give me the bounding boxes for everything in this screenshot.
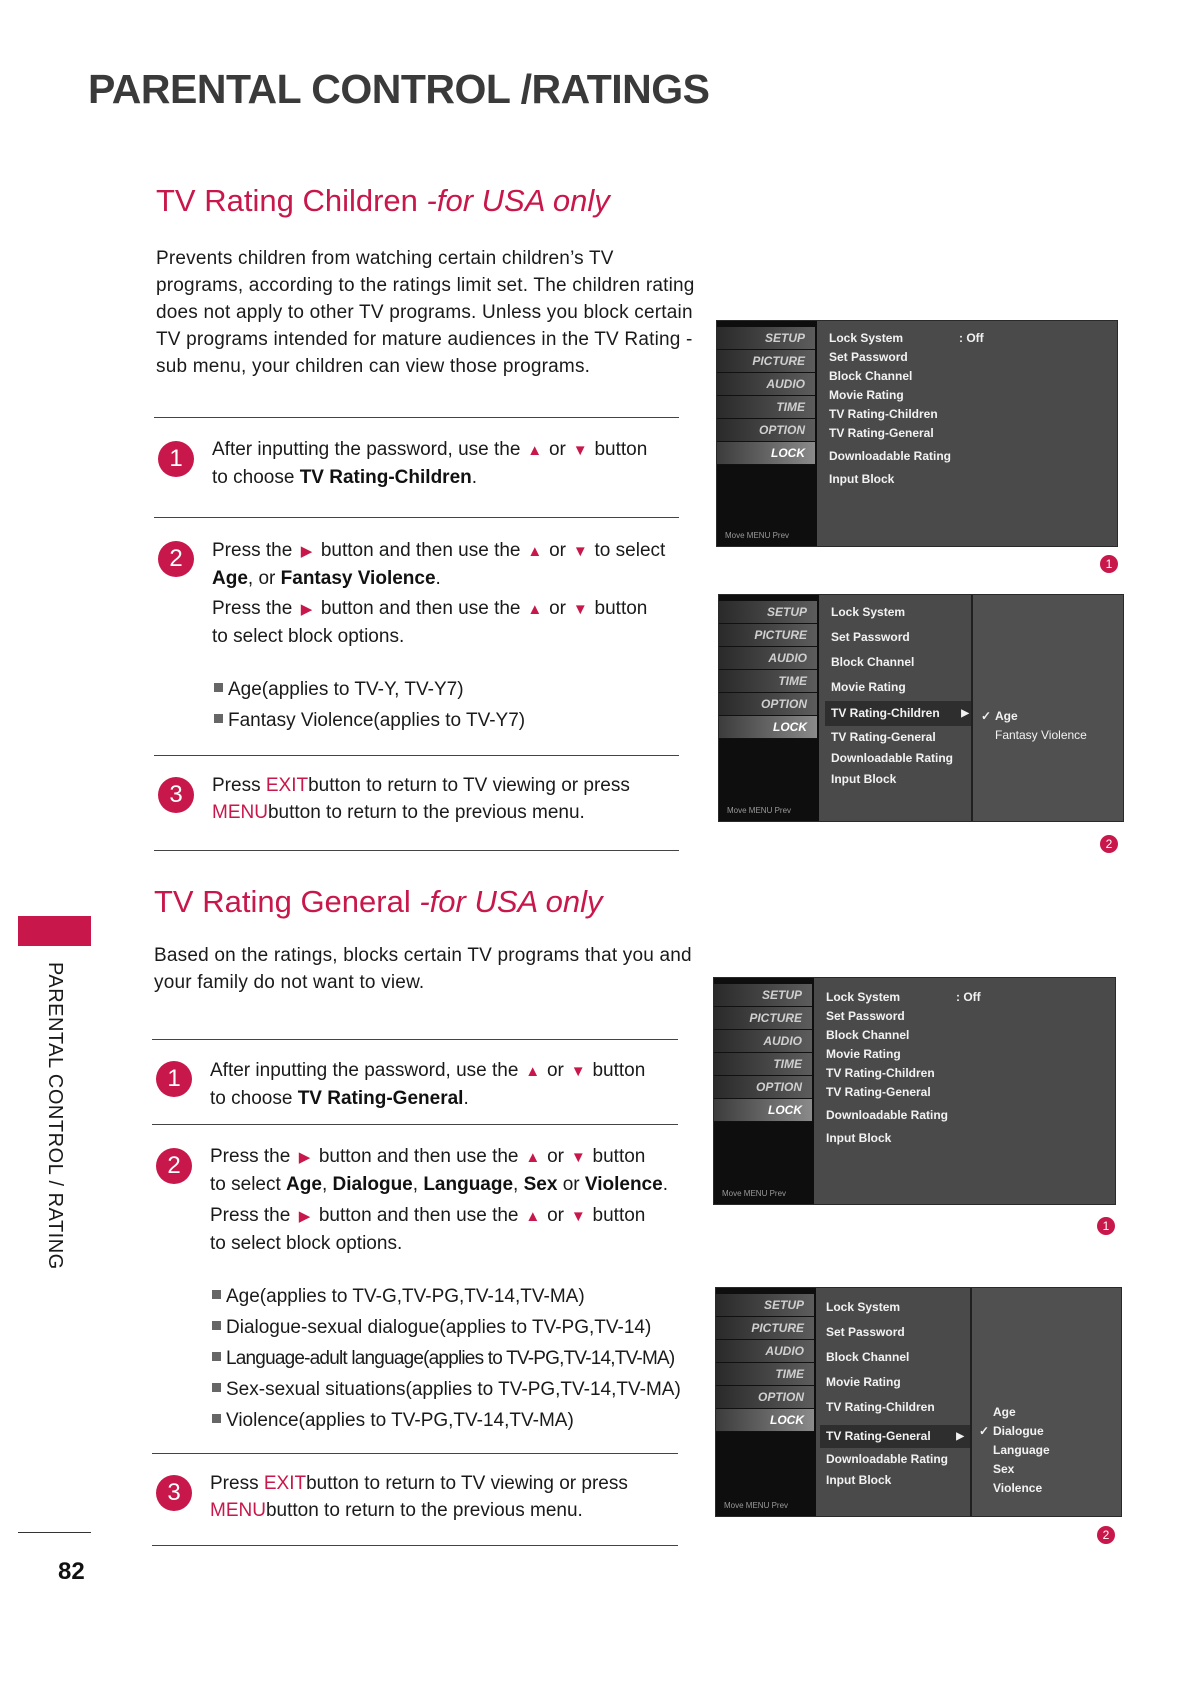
osd-submenu: [970, 1288, 1121, 1516]
osd-tab: TIME: [714, 1053, 812, 1076]
step-number: 1: [156, 1061, 192, 1097]
divider: [152, 1453, 678, 1454]
section-title-text: TV Rating General: [154, 884, 411, 919]
divider: [154, 850, 679, 851]
side-tab: [18, 916, 91, 946]
list-item: Dialogue-sexual dialogue(applies to TV-PG,TV-14): [212, 1312, 681, 1343]
section-intro: Prevents children from watching certain children’s TV programs, according to the ratings limit set. The children rating does not apply to other TV programs. Unless you block certain TV programs intended for mature audiences in the TV Rating - sub menu, your children can view those programs.: [156, 248, 695, 377]
osd-tab: OPTION: [717, 419, 815, 442]
osd-item: Lock System: [831, 605, 906, 619]
section-title-children: [156, 183, 610, 219]
osd-footer: Move MENU Prev: [727, 806, 792, 815]
osd-tab: PICTURE: [719, 624, 817, 647]
divider: [152, 1124, 678, 1125]
bullet-icon: [212, 1383, 221, 1392]
down-arrow-icon: ▼: [570, 1208, 586, 1225]
divider: [154, 755, 679, 756]
osd-tab: LOCK: [716, 1409, 814, 1432]
step-3-text: Press EXITbutton to return to TV viewing or press MENUbutton to return to the previous menu.: [212, 775, 630, 823]
osd-option: Age: [993, 1405, 1016, 1419]
osd-item: Downloadable Rating: [826, 1108, 949, 1122]
up-arrow-icon: ▲: [525, 1063, 541, 1080]
osd-item: Movie Rating: [826, 1047, 901, 1061]
right-arrow-icon: ▶: [961, 708, 969, 719]
osd-item: Block Channel: [829, 369, 913, 383]
osd-tab: AUDIO: [719, 647, 817, 670]
osd-tabs: [717, 321, 817, 546]
list-item: Sex-sexual situations(applies to TV-PG,TV-14,TV-MA): [212, 1374, 681, 1405]
step-number: 3: [158, 777, 194, 813]
divider: [18, 1532, 91, 1533]
osd-tab: PICTURE: [714, 1007, 812, 1030]
bullet-list: [214, 674, 525, 736]
osd-item-selected: TV Rating-General ▶: [820, 1425, 970, 1448]
osd-item: TV Rating-Children: [826, 1066, 935, 1080]
exit-key: EXIT: [265, 775, 309, 796]
osd-tab: SETUP: [714, 984, 812, 1007]
osd-item: Set Password: [831, 630, 910, 644]
osd-tab: SETUP: [719, 601, 817, 624]
osd-item: Downloadable Rating: [826, 1452, 949, 1466]
right-arrow-icon: ▶: [298, 1149, 311, 1166]
down-arrow-icon: ▼: [570, 1063, 586, 1080]
osd-tab: SETUP: [716, 1294, 814, 1317]
step-1-text: After inputting the password, use the ▲ or ▼ button to choose TV Rating-General.: [210, 1060, 646, 1109]
list-item: Age(applies to TV-G,TV-PG,TV-14,TV-MA): [212, 1281, 681, 1312]
section-intro: Based on the ratings, blocks certain TV programs that you and your family do not want to view.: [154, 945, 692, 993]
step-1-text: After inputting the password, use the ▲ or ▼ button to choose TV Rating-Children.: [212, 439, 648, 488]
list-item: Age(applies to TV-Y, TV-Y7): [214, 674, 525, 705]
osd-tab: AUDIO: [714, 1030, 812, 1053]
bullet-icon: [212, 1290, 221, 1299]
list-item: Language-adult language(applies to TV-PG,TV-14,TV-MA): [212, 1343, 681, 1374]
osd-footer: Move MENU Prev: [722, 1189, 787, 1198]
osd-option: Violence: [993, 1481, 1043, 1495]
step-number: 3: [156, 1475, 192, 1511]
page-title: PARENTAL CONTROL /RATINGS: [88, 66, 710, 112]
bullet-icon: [212, 1414, 221, 1423]
osd-item: TV Rating-General: [831, 730, 936, 744]
page-number: 82: [58, 1558, 85, 1585]
list-item: Fantasy Violence(applies to TV-Y7): [214, 705, 525, 736]
osd-item: Input Block: [826, 1131, 892, 1145]
osd-item: TV Rating-General: [826, 1085, 931, 1099]
up-arrow-icon: ▲: [527, 442, 543, 459]
divider: [152, 1545, 678, 1546]
down-arrow-icon: ▼: [572, 442, 588, 459]
osd-menu: [825, 605, 975, 795]
osd-screenshot: [713, 977, 1116, 1205]
check-icon: ✓: [981, 709, 992, 723]
step-2-text-b: Press the ▶ button and then use the ▲ or ▼ button to select block options.: [210, 1205, 646, 1254]
right-arrow-icon: ▶: [300, 601, 313, 618]
osd-tab: OPTION: [714, 1076, 812, 1099]
osd-tab: SETUP: [717, 327, 815, 350]
osd-footer: Move MENU Prev: [724, 1501, 789, 1510]
osd-item: Movie Rating: [831, 680, 906, 694]
osd-option: ✓ Age: [981, 709, 1018, 723]
check-icon: ✓: [979, 1424, 990, 1438]
osd-submenu: [971, 595, 1123, 821]
osd-menu: [820, 1300, 970, 1494]
osd-item: Input Block: [826, 1473, 892, 1487]
osd-item: Set Password: [829, 350, 908, 364]
osd-item: TV Rating-Children: [826, 1400, 935, 1414]
osd-screenshot: [718, 594, 1124, 822]
osd-option: Sex: [993, 1462, 1015, 1476]
osd-tab: PICTURE: [716, 1317, 814, 1340]
step-badge: 1: [1100, 555, 1118, 573]
osd-item: Block Channel: [831, 655, 915, 669]
osd-tab: TIME: [717, 396, 815, 419]
osd-item: Lock System : Off: [826, 990, 981, 1004]
section-title-text: TV Rating Children: [156, 183, 418, 218]
up-arrow-icon: ▲: [527, 601, 543, 618]
osd-item: Block Channel: [826, 1350, 910, 1364]
osd-tab: OPTION: [716, 1386, 814, 1409]
osd-tab: LOCK: [714, 1099, 812, 1122]
osd-screenshot: [715, 1287, 1122, 1517]
bullet-icon: [214, 683, 223, 692]
osd-tab: OPTION: [719, 693, 817, 716]
osd-item: Downloadable Rating: [829, 449, 952, 463]
osd-item: TV Rating-General: [829, 426, 934, 440]
osd-item: Downloadable Rating: [831, 751, 954, 765]
section-title-suffix: -for USA only: [426, 183, 610, 218]
osd-item: Set Password: [826, 1325, 905, 1339]
osd-tab: TIME: [719, 670, 817, 693]
divider: [152, 1039, 678, 1040]
menu-key: MENU: [212, 802, 268, 823]
step-number: 2: [156, 1148, 192, 1184]
exit-key: EXIT: [263, 1473, 307, 1494]
up-arrow-icon: ▲: [525, 1149, 541, 1166]
divider: [154, 517, 679, 518]
bullet-list: [212, 1281, 681, 1436]
up-arrow-icon: ▲: [527, 543, 543, 560]
osd-tabs: [719, 595, 819, 821]
bullet-icon: [214, 714, 223, 723]
osd-menu: [829, 331, 984, 495]
step-2-text-b: Press the ▶ button and then use the ▲ or ▼ button to select block options.: [212, 598, 648, 647]
osd-tabs: [716, 1288, 816, 1516]
right-arrow-icon: ▶: [298, 1208, 311, 1225]
section-title-general: [154, 884, 603, 920]
osd-item: TV Rating-Children: [829, 407, 938, 421]
osd-menu: [826, 990, 981, 1154]
section-title-suffix: -for USA only: [419, 884, 603, 919]
osd-footer: Move MENU Prev: [725, 531, 790, 540]
osd-option: ✓ Dialogue: [979, 1424, 1044, 1438]
up-arrow-icon: ▲: [525, 1208, 541, 1225]
step-2-text: Press the ▶ button and then use the ▲ or ▼ to select Age, or Fantasy Violence.: [212, 540, 666, 589]
step-2-text: Press the ▶ button and then use the ▲ or ▼ button to select Age, Dialogue, Language, Sex or Violence.: [210, 1146, 668, 1195]
osd-item: Movie Rating: [829, 388, 904, 402]
osd-tab: TIME: [716, 1363, 814, 1386]
bullet-icon: [212, 1352, 221, 1361]
osd-item: Lock System: [826, 1300, 901, 1314]
osd-screenshot: [716, 320, 1118, 547]
right-arrow-icon: ▶: [300, 543, 313, 560]
osd-item: Set Password: [826, 1009, 905, 1023]
osd-item: Lock System : Off: [829, 331, 984, 345]
list-item: Violence(applies to TV-PG,TV-14,TV-MA): [212, 1405, 681, 1436]
osd-item: Input Block: [829, 472, 895, 486]
sidebar-label: PARENTAL CONTROL / RATING: [44, 962, 66, 1270]
osd-option: Fantasy Violence: [995, 728, 1087, 742]
osd-tab: PICTURE: [717, 350, 815, 373]
divider: [154, 417, 679, 418]
osd-item-selected: TV Rating-Children ▶: [825, 701, 975, 726]
down-arrow-icon: ▼: [570, 1149, 586, 1166]
step-number: 2: [158, 541, 194, 577]
osd-tabs: [714, 978, 814, 1204]
osd-item: Block Channel: [826, 1028, 910, 1042]
step-badge: 2: [1100, 835, 1118, 853]
osd-item: Input Block: [831, 772, 897, 786]
step-badge: 2: [1097, 1526, 1115, 1544]
down-arrow-icon: ▼: [572, 601, 588, 618]
osd-item: Movie Rating: [826, 1375, 901, 1389]
down-arrow-icon: ▼: [572, 543, 588, 560]
right-arrow-icon: ▶: [956, 1431, 964, 1442]
osd-tab: LOCK: [717, 442, 815, 465]
osd-tab: AUDIO: [717, 373, 815, 396]
osd-tab: AUDIO: [716, 1340, 814, 1363]
bullet-icon: [212, 1321, 221, 1330]
menu-key: MENU: [210, 1500, 266, 1521]
step-badge: 1: [1097, 1217, 1115, 1235]
step-3-text: Press EXITbutton to return to TV viewing or press MENUbutton to return to the previous menu.: [210, 1473, 628, 1521]
step-number: 1: [158, 441, 194, 477]
osd-tab: LOCK: [719, 716, 817, 739]
osd-option: Language: [993, 1443, 1050, 1457]
